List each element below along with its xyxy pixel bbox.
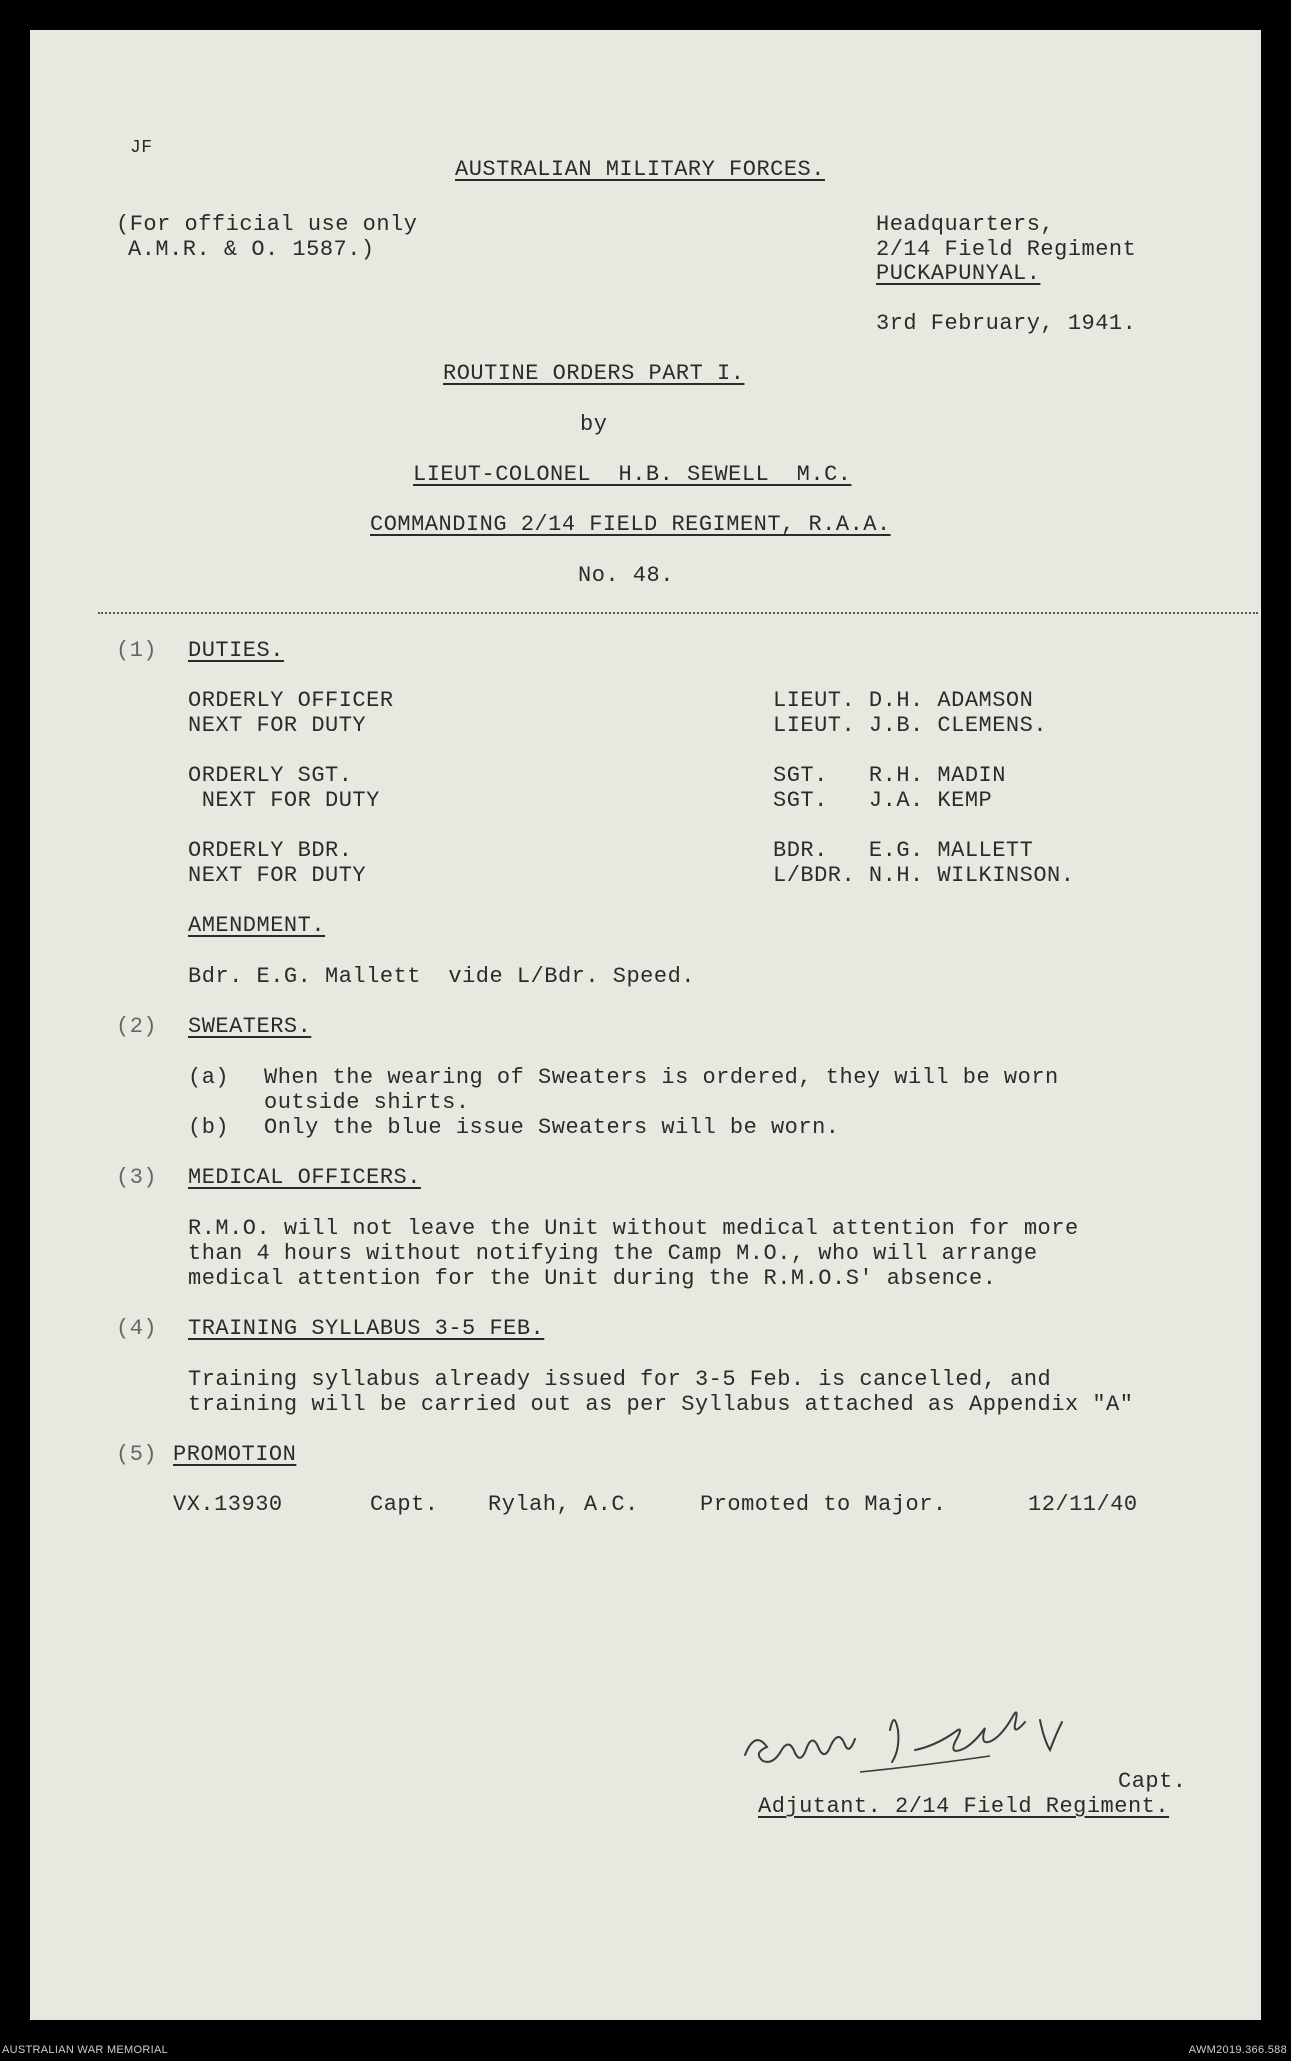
duty-role: NEXT FOR DUTY bbox=[188, 863, 367, 888]
initials: JF bbox=[130, 138, 153, 158]
headquarters-line-2: 2/14 Field Regiment bbox=[876, 237, 1137, 262]
amendment-text: Bdr. E.G. Mallett vide L/Bdr. Speed. bbox=[188, 964, 695, 989]
order-number: No. 48. bbox=[578, 563, 674, 588]
duty-name: LIEUT. D.H. ADAMSON bbox=[773, 688, 1034, 713]
item-label: (b) bbox=[188, 1115, 230, 1140]
duty-name: L/BDR. N.H. WILKINSON. bbox=[773, 863, 1075, 888]
divider-rule bbox=[98, 612, 1258, 614]
medical-line-3: medical attention for the Unit during the R.M.O.S' absence. bbox=[188, 1266, 997, 1291]
promotion-date: 12/11/40 bbox=[1028, 1492, 1138, 1517]
document-title: AUSTRALIAN MILITARY FORCES. bbox=[455, 157, 825, 182]
duty-role: NEXT FOR DUTY bbox=[188, 788, 380, 813]
duty-name: LIEUT. J.B. CLEMENS. bbox=[773, 713, 1048, 738]
official-use-line-1: (For official use only bbox=[116, 212, 418, 237]
medical-line-2: than 4 hours without notifying the Camp M.O., who will arrange bbox=[188, 1241, 1038, 1266]
signature-capt: Capt. bbox=[1118, 1769, 1187, 1794]
duty-name: SGT. R.H. MADIN bbox=[773, 763, 1006, 788]
duty-name: SGT. J.A. KEMP bbox=[773, 788, 993, 813]
footer-catalogue-number: AWM2019.366.588 bbox=[1188, 2044, 1287, 2056]
routine-orders-heading: ROUTINE ORDERS PART I. bbox=[443, 361, 745, 386]
handwritten-signature bbox=[740, 1700, 1120, 1780]
headquarters-line-3: PUCKAPUNYAL. bbox=[876, 261, 1041, 286]
section-number: (1) bbox=[116, 638, 158, 663]
sweaters-a-line-2: outside shirts. bbox=[264, 1090, 470, 1115]
official-use-line-2: A.M.R. & O. 1587.) bbox=[128, 237, 375, 262]
section-title-training: TRAINING SYLLABUS 3-5 FEB. bbox=[188, 1316, 545, 1341]
by-line: by bbox=[580, 412, 608, 437]
document-date: 3rd February, 1941. bbox=[876, 311, 1137, 336]
item-label: (a) bbox=[188, 1065, 230, 1090]
promotion-name: Rylah, A.C. bbox=[488, 1492, 639, 1517]
training-line-1: Training syllabus already issued for 3-5 Feb. is cancelled, and bbox=[188, 1367, 1052, 1392]
duty-role: ORDERLY SGT. bbox=[188, 763, 353, 788]
section-number: (5) bbox=[116, 1442, 158, 1467]
duty-name: BDR. E.G. MALLETT bbox=[773, 838, 1034, 863]
section-number: (2) bbox=[116, 1014, 158, 1039]
sweaters-a-line-1: When the wearing of Sweaters is ordered, they will be worn bbox=[264, 1065, 1059, 1090]
commander-name: LIEUT-COLONEL H.B. SEWELL M.C. bbox=[413, 462, 852, 487]
promotion-service-number: VX.13930 bbox=[173, 1492, 283, 1517]
section-title-medical: MEDICAL OFFICERS. bbox=[188, 1165, 421, 1190]
sweaters-b-line-1: Only the blue issue Sweaters will be worn. bbox=[264, 1115, 840, 1140]
section-title-duties: DUTIES. bbox=[188, 638, 284, 663]
section-title-promotion: PROMOTION bbox=[173, 1442, 297, 1467]
signature-title: Adjutant. 2/14 Field Regiment. bbox=[758, 1794, 1170, 1819]
duty-role: ORDERLY OFFICER bbox=[188, 688, 394, 713]
footer-archive-label: AUSTRALIAN WAR MEMORIAL bbox=[2, 2044, 169, 2056]
medical-line-1: R.M.O. will not leave the Unit without medical attention for more bbox=[188, 1216, 1079, 1241]
section-number: (3) bbox=[116, 1165, 158, 1190]
headquarters-line-1: Headquarters, bbox=[876, 212, 1055, 237]
duty-role: NEXT FOR DUTY bbox=[188, 713, 367, 738]
promotion-rank: Capt. bbox=[370, 1492, 439, 1517]
amendment-title: AMENDMENT. bbox=[188, 913, 326, 938]
section-title-sweaters: SWEATERS. bbox=[188, 1014, 312, 1039]
training-line-2: training will be carried out as per Syllabus attached as Appendix "A" bbox=[188, 1392, 1134, 1417]
section-number: (4) bbox=[116, 1316, 158, 1341]
promotion-action: Promoted to Major. bbox=[700, 1492, 947, 1517]
duty-role: ORDERLY BDR. bbox=[188, 838, 353, 863]
commanding-line: COMMANDING 2/14 FIELD REGIMENT, R.A.A. bbox=[370, 512, 891, 537]
